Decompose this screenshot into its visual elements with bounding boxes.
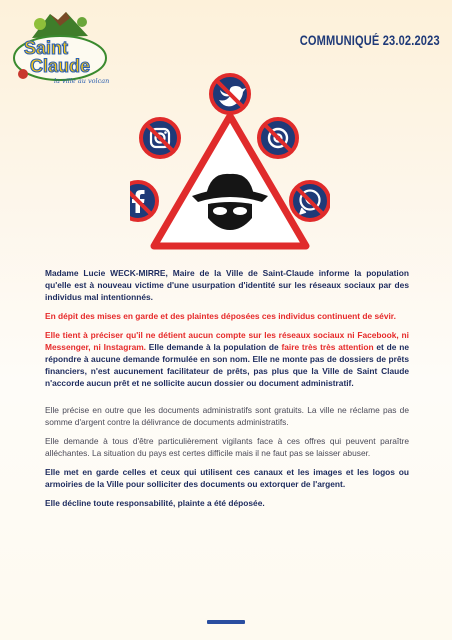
city-logo [10, 8, 110, 90]
paragraph-6: Elle met en garde celles et ceux qui utilisent ces canaux et les images et les logos ou armoiries de la Ville pour solliciter des documents ou extorquer de l'argent. [45, 466, 409, 489]
paragraph-1: Madame Lucie WECK-MIRRE, Maire de la Ville de Saint-Claude informe la population qu'elle est à nouveau victime d'une usurpation d'identité sur les réseaux sociaux par des individus mal intentionnés. [45, 268, 409, 302]
paragraph-2: En dépit des mises en garde et des plaintes déposées ces individus continuent de sévir. [45, 311, 396, 322]
logo-word2: Claude [30, 56, 91, 76]
paragraph-5: Elle demande à tous d'être particulièrement vigilants face à ces offres qui peuvent paraître alléchantes. La situation du pays est certes difficile mais il ne faut pas se laisser abuser. [45, 435, 409, 458]
paragraph-3 [45, 330, 409, 390]
twitter-icon [211, 75, 249, 113]
logo-word1: Saint [24, 38, 69, 58]
paragraph-3-request: Elle demande à la population de [146, 342, 282, 353]
paragraph-7: Elle décline toute responsabilité, plainte a été déposée. [45, 498, 265, 509]
threads-icon [259, 119, 297, 157]
instagram-icon [141, 119, 179, 157]
logo-tagline: la ville au volcan [54, 77, 110, 85]
paragraph-3-emphasis: faire très très attention [281, 342, 374, 353]
facebook-icon [130, 182, 157, 220]
footer-bar [207, 620, 245, 624]
communique-body [45, 268, 409, 517]
paragraph-3-rest: et de ne répondre à aucune demande formulée en son nom. Elle ne monte pas de dossiers de prêts financiers, n'est aucunement facilitateur de prêts, pas plus que la Ville de Saint Claude n'accorde aucun prêt et ne sollicite aucun dossier ou document administratif. [45, 342, 409, 388]
communique-date: COMMUNIQUÉ 23.02.2023 [299, 33, 440, 48]
paragraph-4: Elle précise en outre que les documents administratifs sont gratuits. La ville ne réclame pas de somme d'argent contre la délivrance de documents administratifs. [45, 404, 409, 427]
whatsapp-icon [291, 182, 329, 220]
paragraph-3-warning: Elle tient à préciser qu'il ne détient aucun compte sur les réseaux sociaux ni Facebook, ni Messenger, ni Instagram. [45, 330, 409, 353]
warning-illustration [130, 68, 330, 260]
